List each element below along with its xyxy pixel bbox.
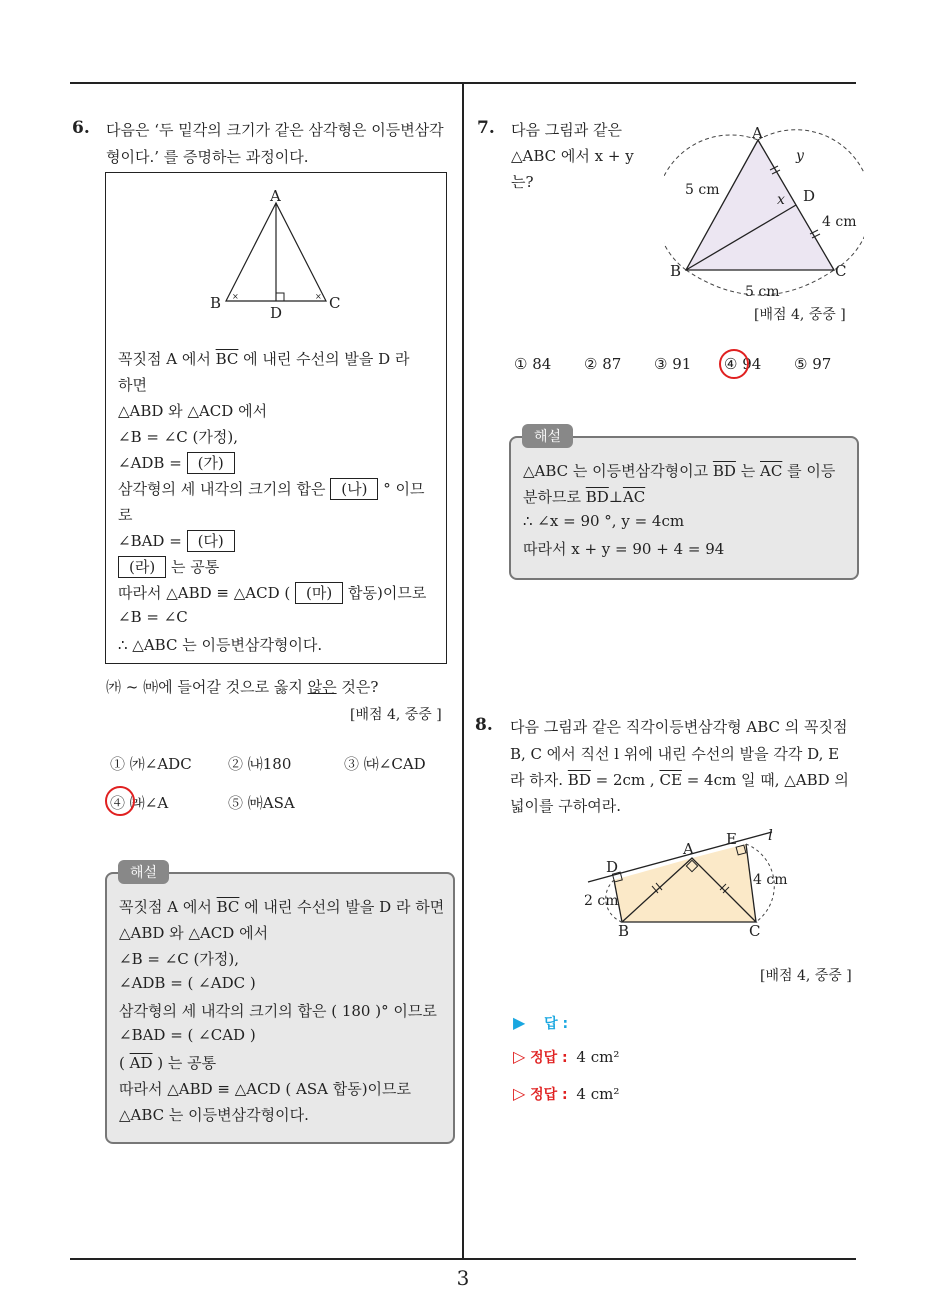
- q8-answer-label: 답 :: [544, 1016, 569, 1032]
- q7-choice-2[interactable]: ② 87: [584, 355, 622, 373]
- q7-label-B: B: [670, 262, 682, 280]
- q6-proof-line5: ∠ADB = (가): [118, 452, 235, 474]
- q6-proof-line6: 삼각형의 세 내각의 크기의 합은 (나) ° 이므: [118, 480, 425, 498]
- q8-label-bd: 2 cm: [584, 893, 619, 909]
- blank-da: (다): [187, 530, 235, 552]
- q6-sol-line6: ∠BAD = ( ∠CAD ): [119, 1026, 256, 1044]
- q8-label-E: E: [726, 830, 737, 848]
- q7-correct-mark: [719, 349, 749, 379]
- q7-label-D: D: [803, 187, 816, 205]
- q7-choice-5[interactable]: ⑤ 97: [794, 355, 832, 373]
- q7-stem-line2: △ABC 에서 x + y: [511, 147, 634, 165]
- q8-stem-line3: 라 하자. $\overline{BD} = 2cm$ , $\overline{CE} = 4cm$ 일 때, △ABD 의: [510, 771, 849, 789]
- triangle-outline-icon: ▷: [513, 1084, 526, 1103]
- q7-choice-1[interactable]: ① 84: [514, 355, 552, 373]
- q7-score: [배점 4, 중중 ]: [754, 307, 846, 323]
- q7-sol-line4: 따라서 x + y = 90 + 4 = 94: [523, 540, 725, 558]
- q6-score: [배점 4, 중중 ]: [350, 707, 442, 723]
- q6-choice-4[interactable]: ④ ㈑∠A: [110, 794, 169, 812]
- q6-sol-line1: 꼭짓점 A 에서 $\overline{BC}$ 에 내린 수선의 발을 D 라 하면: [119, 898, 445, 916]
- q8-stem-line4: 넓이를 구하여라.: [510, 797, 621, 815]
- q6-proof-line12: ∴ △ABC 는 이등변삼각형이다.: [118, 636, 323, 654]
- q6-sol-line9: △ABC 는 이등변삼각형이다.: [119, 1106, 309, 1124]
- blank-ma: (마): [295, 582, 343, 604]
- q7-label-bc: 5 cm: [745, 284, 780, 300]
- q8-label-ce: 4 cm: [753, 872, 788, 888]
- q8-answer-row[interactable]: [513, 1013, 568, 1033]
- blank-na: (나): [330, 478, 378, 500]
- bottom-rule: [70, 1258, 856, 1260]
- q6-proof-line2: 하면: [118, 376, 147, 394]
- q6-label-C: C: [329, 294, 341, 312]
- blank-ra: (라): [118, 556, 166, 578]
- q6-proof-line7: 로: [118, 506, 133, 524]
- q6-choice-2[interactable]: ② ㈏180: [228, 755, 292, 773]
- q6-question: ㈎ ~ ㈒에 들어갈 것으로 옳지 않은 것은?: [106, 678, 379, 696]
- q6-sol-line5: 삼각형의 세 내각의 크기의 합은 ( 180 )° 이므로: [119, 1002, 437, 1020]
- q8-label-C: C: [749, 922, 761, 940]
- q6-choice-5[interactable]: ⑤ ㈒ASA: [228, 794, 295, 812]
- q8-correct-row-1: ▷ 정답 : 4 cm²: [513, 1047, 620, 1066]
- q8-number: 8.: [475, 715, 493, 735]
- svg-text:×: ×: [315, 292, 322, 301]
- q6-stem-line1: 다음은 ‘두 밑각의 크기가 같은 삼각형은 이등변삼각: [106, 121, 444, 139]
- q8-label-B: B: [618, 922, 630, 940]
- q6-sol-line7: ( $\overline{AD}$ ) 는 공통: [119, 1054, 217, 1072]
- q8-score: [배점 4, 중중 ]: [760, 968, 852, 984]
- column-divider: [462, 82, 464, 1260]
- q7-number: 7.: [477, 118, 495, 138]
- q8-stem-line2: B, C 에서 직선 l 위에 내린 수선의 발을 각각 D, E: [510, 745, 840, 763]
- play-icon: ▶: [513, 1013, 526, 1032]
- page-number: 3: [456, 1266, 470, 1290]
- q6-correct-mark: [105, 786, 135, 816]
- q7-sol-line2: 분하므로 $\overline{BD}\perp\overline{AC}$: [523, 488, 646, 506]
- q8-label-A: A: [683, 840, 694, 858]
- blank-ga: (가): [187, 452, 235, 474]
- q7-label-ab: 5 cm: [685, 182, 720, 198]
- q6-proof-line4: ∠B = ∠C (가정),: [118, 428, 238, 446]
- q7-label-x: x: [777, 192, 785, 208]
- triangle-outline-icon: ▷: [513, 1047, 526, 1066]
- q7-triangle-figure: [664, 120, 864, 305]
- q6-number: 6.: [72, 118, 90, 138]
- q8-stem-line1: 다음 그림과 같은 직각이등변삼각형 ABC 의 꼭짓점: [510, 718, 848, 736]
- q6-sol-line2: △ABD 와 △ACD 에서: [119, 924, 269, 942]
- q6-solution-box: [105, 872, 455, 1144]
- q7-label-A: A: [752, 124, 763, 142]
- q7-stem-line1: 다음 그림과 같은: [511, 121, 622, 139]
- q6-proof-line10: 따라서 △ABD ≡ △ACD ( (마) 합동)이므로: [118, 584, 427, 602]
- q7-label-C: C: [835, 262, 847, 280]
- q6-proof-line11: ∠B = ∠C: [118, 608, 188, 626]
- q7-solution-box: [509, 436, 859, 580]
- q6-proof-box: [105, 172, 447, 664]
- q6-stem-line2: 형이다.’ 를 증명하는 과정이다.: [106, 148, 309, 166]
- q6-sol-line4: ∠ADB = ( ∠ADC ): [119, 974, 256, 992]
- q6-proof-line3: △ABD 와 △ACD 에서: [118, 402, 268, 420]
- q6-proof-line1: 꼭짓점 A 에서 $\overline{BC}$ 에 내린 수선의 발을 D 라: [118, 350, 410, 368]
- q6-choice-1[interactable]: ① ㈎∠ADC: [110, 755, 192, 773]
- q7-choice-4[interactable]: ④ 94: [724, 355, 762, 373]
- q6-label-A: A: [270, 187, 281, 205]
- q7-label-y: y: [796, 148, 804, 164]
- q8-correct-row-2: ▷ 정답 : 4 cm²: [513, 1084, 620, 1103]
- q7-solution-tab: 해설: [522, 424, 573, 448]
- q6-sol-line8: 따라서 △ABD ≡ △ACD ( ASA 합동)이므로: [119, 1080, 412, 1098]
- q6-choice-3[interactable]: ③ ㈐∠CAD: [344, 755, 426, 773]
- q7-sol-line1: △ABC 는 이등변삼각형이고 $\overline{BD}$ 는 $\overline{AC}$ 를 이등: [523, 462, 836, 480]
- q8-label-l: l: [768, 826, 773, 844]
- q7-label-dc: 4 cm: [822, 214, 857, 230]
- q6-sol-line3: ∠B = ∠C (가정),: [119, 950, 239, 968]
- q7-choice-3[interactable]: ③ 91: [654, 355, 692, 373]
- q6-label-D: D: [270, 304, 283, 322]
- svg-text:×: ×: [232, 292, 239, 301]
- q6-solution-tab: 해설: [118, 860, 169, 884]
- q6-proof-line9: (라) 는 공통: [118, 556, 219, 578]
- q8-label-D: D: [606, 858, 619, 876]
- q7-stem-line3: 는?: [511, 173, 534, 191]
- q7-sol-line3: ∴ ∠x = 90 °, y = 4cm: [523, 512, 685, 530]
- q6-label-B: B: [210, 294, 222, 312]
- q6-proof-line8: ∠BAD = (다): [118, 530, 235, 552]
